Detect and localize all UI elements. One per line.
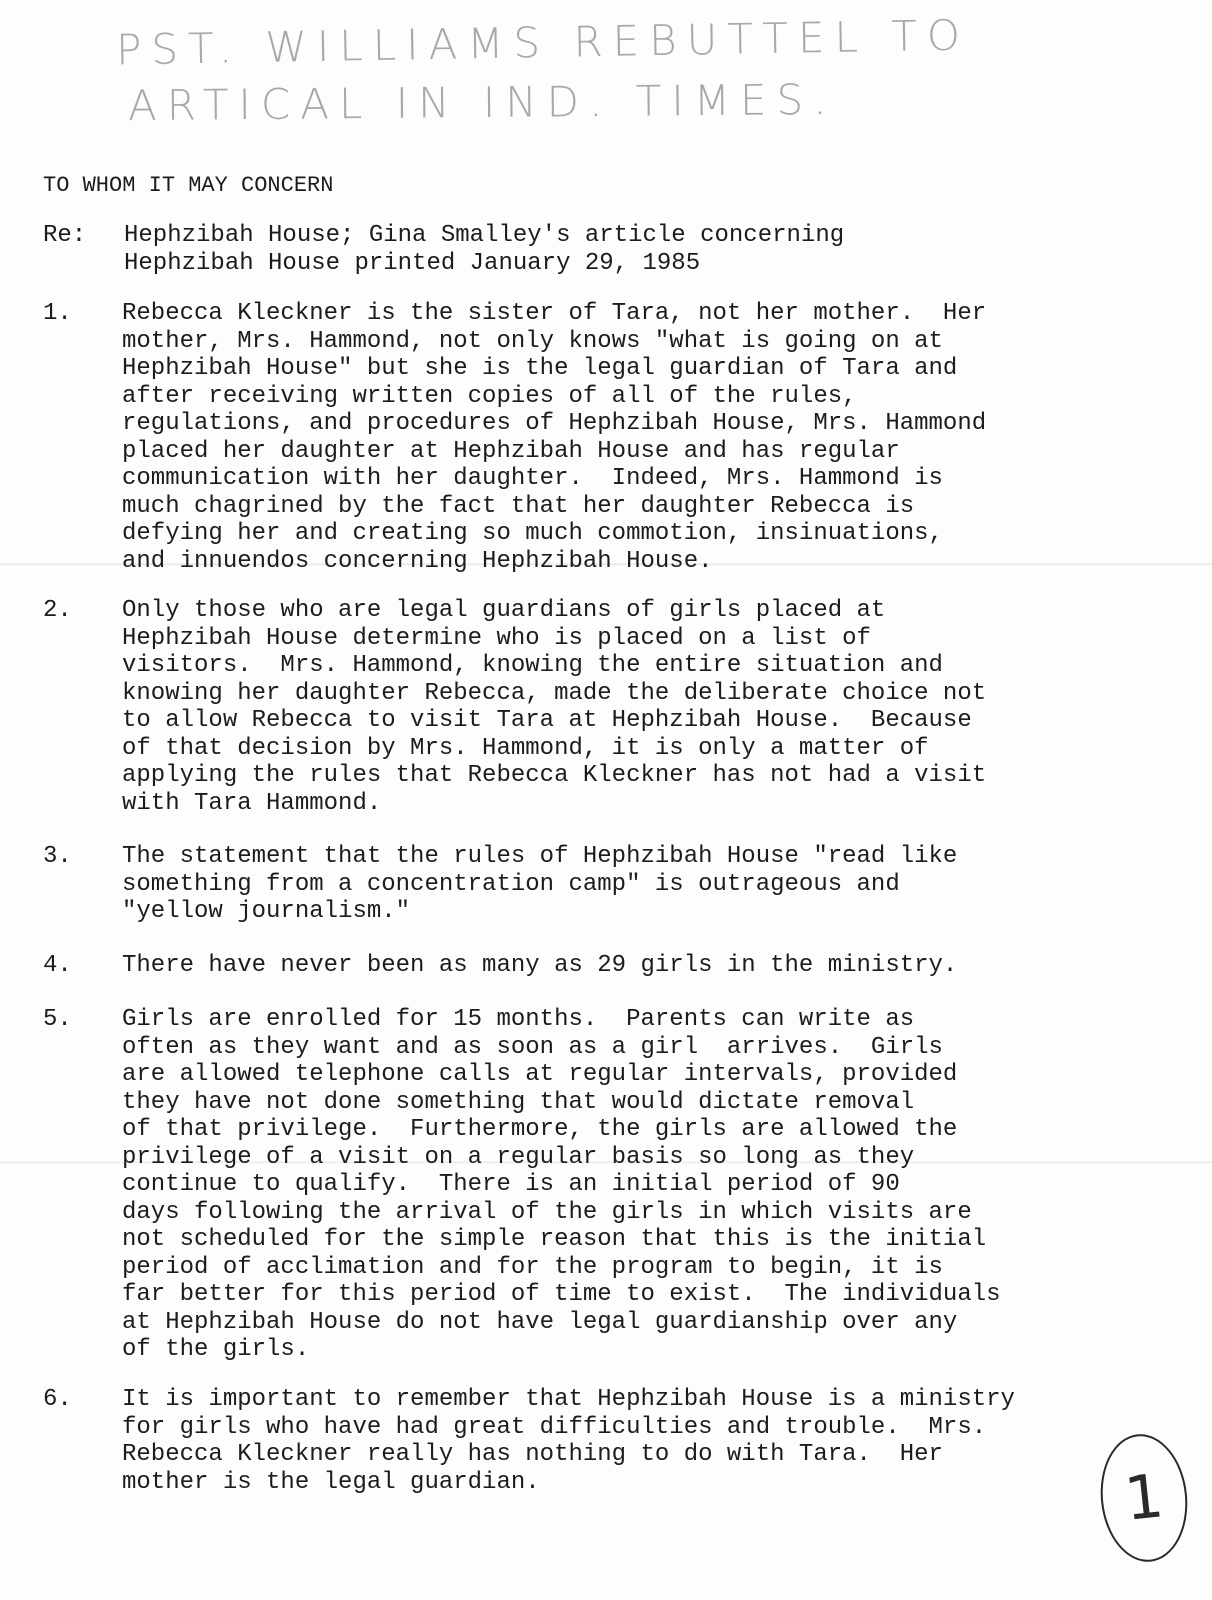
item-paragraph: Rebecca Kleckner is the sister of Tara, not her mother. Her mother, Mrs. Hammond, not only knows "what is going on at Hephzibah House" but she is the legal guardian of Tara and after receiving written copies of all of the rules, regulations, and procedures of Hephzibah House, Mrs. Hammond placed her daughter at Hephzibah House and has regular communication with her daughter. Indeed, Mrs. Hammond is much chagrined by the fact that her daughter Rebecca is defying her and creating so much commotion, insinuations, and innuendos concerning Hephzibah House. [122, 300, 987, 575]
handwritten-note-line-1: PST. WILLIAMS REBUTTEL TO [115, 10, 971, 75]
item-paragraph: Girls are enrolled for 15 months. Parents can write as often as they want and as soon as a girl arrives. Girls are allowed telephone calls at regular intervals, provided they have not done something that would dictate removal of that privilege. Furthermore, the girls are allowed the privilege of a visit on a regular basis so long as they continue to qualify. There is an initial period of 90 days following the arrival of the girls in which visits are not scheduled for the simple reason that this is the initial period of acclimation and for the program to begin, it is far better for this period of time to exist. The individuals at Hephzibah House do not have legal guardianship over any of the girls. [122, 1006, 1001, 1363]
item-number: 6. [43, 1386, 72, 1413]
page-number-text: 1 [1121, 1461, 1167, 1535]
re-label: Re: [43, 222, 87, 249]
item-paragraph: It is important to remember that Hephzibah House is a ministry for girls who have had great difficulties and trouble. Mrs. Rebecca Kleckner really has nothing to do with Tara. Her mother is the legal guardian. [122, 1386, 1015, 1496]
item-paragraph: There have never been as many as 29 girls in the ministry. [122, 952, 958, 979]
item-number: 2. [43, 597, 72, 624]
item-number: 1. [43, 300, 72, 327]
item-number: 4. [43, 952, 72, 979]
item-paragraph: The statement that the rules of Hephzibah House "read like something from a concentration camp" is outrageous and "yellow journalism." [122, 843, 958, 925]
re-subject: Hephzibah House; Gina Smalley's article concerning Hephzibah House printed January 29, 1985 [124, 222, 845, 277]
item-number: 3. [43, 843, 72, 870]
circled-page-number [1095, 1430, 1194, 1566]
item-number: 5. [43, 1006, 72, 1033]
item-paragraph: Only those who are legal guardians of girls placed at Hephzibah House determine who is placed on a list of visitors. Mrs. Hammond, knowing the entire situation and knowing her daughter Rebecca, made the deliberate choice not to allow Rebecca to visit Tara at Hephzibah House. Because of that decision by Mrs. Hammond, it is only a matter of applying the rules that Rebecca Kleckner has not had a visit with Tara Hammond. [122, 597, 987, 817]
handwritten-note-line-2: ARTICAL IN IND. TIMES. [127, 74, 837, 131]
salutation: TO WHOM IT MAY CONCERN [43, 173, 334, 198]
